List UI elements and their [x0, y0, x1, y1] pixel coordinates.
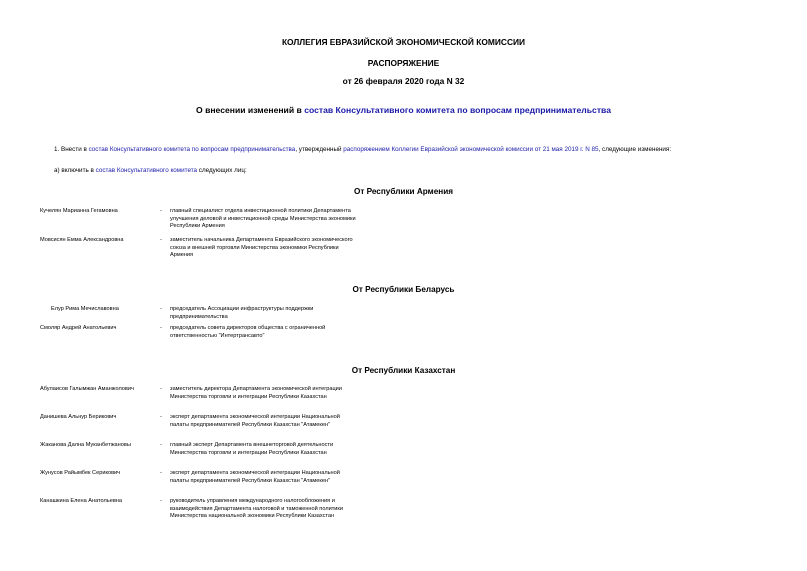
- member-name: Смоляр Андрей Анатольевич: [40, 325, 117, 331]
- dash-separator: -: [160, 306, 162, 312]
- member-name: Жаканова Дална Муканбетжановы: [40, 442, 131, 448]
- dash-separator: -: [160, 498, 162, 504]
- member-position: заместитель начальника Департамента Евразийского экономического союза и внешней торговли Министерства экономики Республики Армения: [170, 237, 353, 259]
- member-position: руководитель управления международного налогообложения и взаимодействия Департамента налоговой и таможенной политики Министерства национальной экономики Республики Казахстан: [170, 498, 343, 520]
- org-heading: КОЛЛЕГИЯ ЕВРАЗИЙСКОЙ ЭКОНОМИЧЕСКОЙ КОМИССИИ: [281, 37, 526, 47]
- paragraph-a: [54, 167, 247, 174]
- member-position: заместитель директора Департамента экономической интеграции Министерства торговли и интеграции Республики Казахстан: [170, 386, 342, 400]
- decree-link[interactable]: распоряжением Коллегии Евразийской экономической комиссии от 21 мая 2019 г. N 85: [343, 146, 599, 153]
- dash-separator: -: [160, 325, 162, 331]
- section-heading: От Республики Беларусь: [352, 285, 455, 294]
- para1-middle: , утвержденный: [295, 146, 344, 153]
- member-name: Абулаисов Галымжан Аманжолович: [40, 386, 134, 392]
- member-name: Кучелян Марианна Гегамовна: [40, 208, 118, 214]
- member-name: Жунусов Райымбек Серикович: [40, 470, 121, 476]
- dash-separator: -: [160, 237, 162, 243]
- member-position: эксперт департамента экономической интеграции Национальной палаты предпринимателей Республики Казахстан "Атамекен": [170, 470, 340, 484]
- date-number: от 26 февраля 2020 года N 32: [342, 76, 465, 86]
- committee-short-link[interactable]: состав Консультативного комитета: [95, 167, 198, 174]
- section-heading: От Республики Казахстан: [351, 366, 456, 375]
- committee-link[interactable]: состав Консультативного комитета по вопросам предпринимательства: [88, 146, 296, 153]
- paragraph-1: [54, 146, 671, 153]
- title-link[interactable]: состав Консультативного комитета по вопросам предпринимательства: [304, 105, 611, 115]
- member-position: эксперт департамента экономической интеграции Национальной палаты предпринимателей Республики Казахстан "Атамекен": [170, 414, 340, 428]
- dash-separator: -: [160, 208, 162, 214]
- para1-prefix: 1. Внести в: [54, 146, 89, 153]
- para1-suffix: , следующие изменения:: [598, 146, 672, 153]
- document-title: [0, 105, 807, 115]
- member-name: Данишева Альнур Берикович: [40, 414, 117, 420]
- member-name: Канашкина Елена Анатольевна: [40, 498, 122, 504]
- member-position: главный специалист отдела инвестиционной политики Департамента улучшения деловой и инвестиционной среды Министерства экономики Республики Армения: [170, 208, 356, 230]
- para-a-suffix: следующих лиц:: [197, 167, 247, 174]
- dash-separator: -: [160, 414, 162, 420]
- member-position: главный эксперт Департамента внешнеторговой деятельности Министерства торговли и интеграции Республики Казахстан: [170, 442, 334, 456]
- doc-type-heading: РАСПОРЯЖЕНИЕ: [367, 58, 440, 68]
- section-heading: От Республики Армения: [353, 187, 454, 196]
- dash-separator: -: [160, 386, 162, 392]
- dash-separator: -: [160, 442, 162, 448]
- para-a-prefix: а) включить в: [54, 167, 96, 174]
- dash-separator: -: [160, 470, 162, 476]
- title-prefix: О внесении изменений в: [196, 105, 305, 115]
- member-position: председатель Ассоциации инфраструктуры поддержки предпринимательства: [170, 306, 314, 320]
- member-name: Мовсисян Емма Александровна: [40, 237, 124, 243]
- member-position: председатель совета директоров общества с ограниченной ответственностью "Интертрансавто": [170, 325, 326, 339]
- member-name: Елур Рима Мечиславовна: [51, 306, 119, 312]
